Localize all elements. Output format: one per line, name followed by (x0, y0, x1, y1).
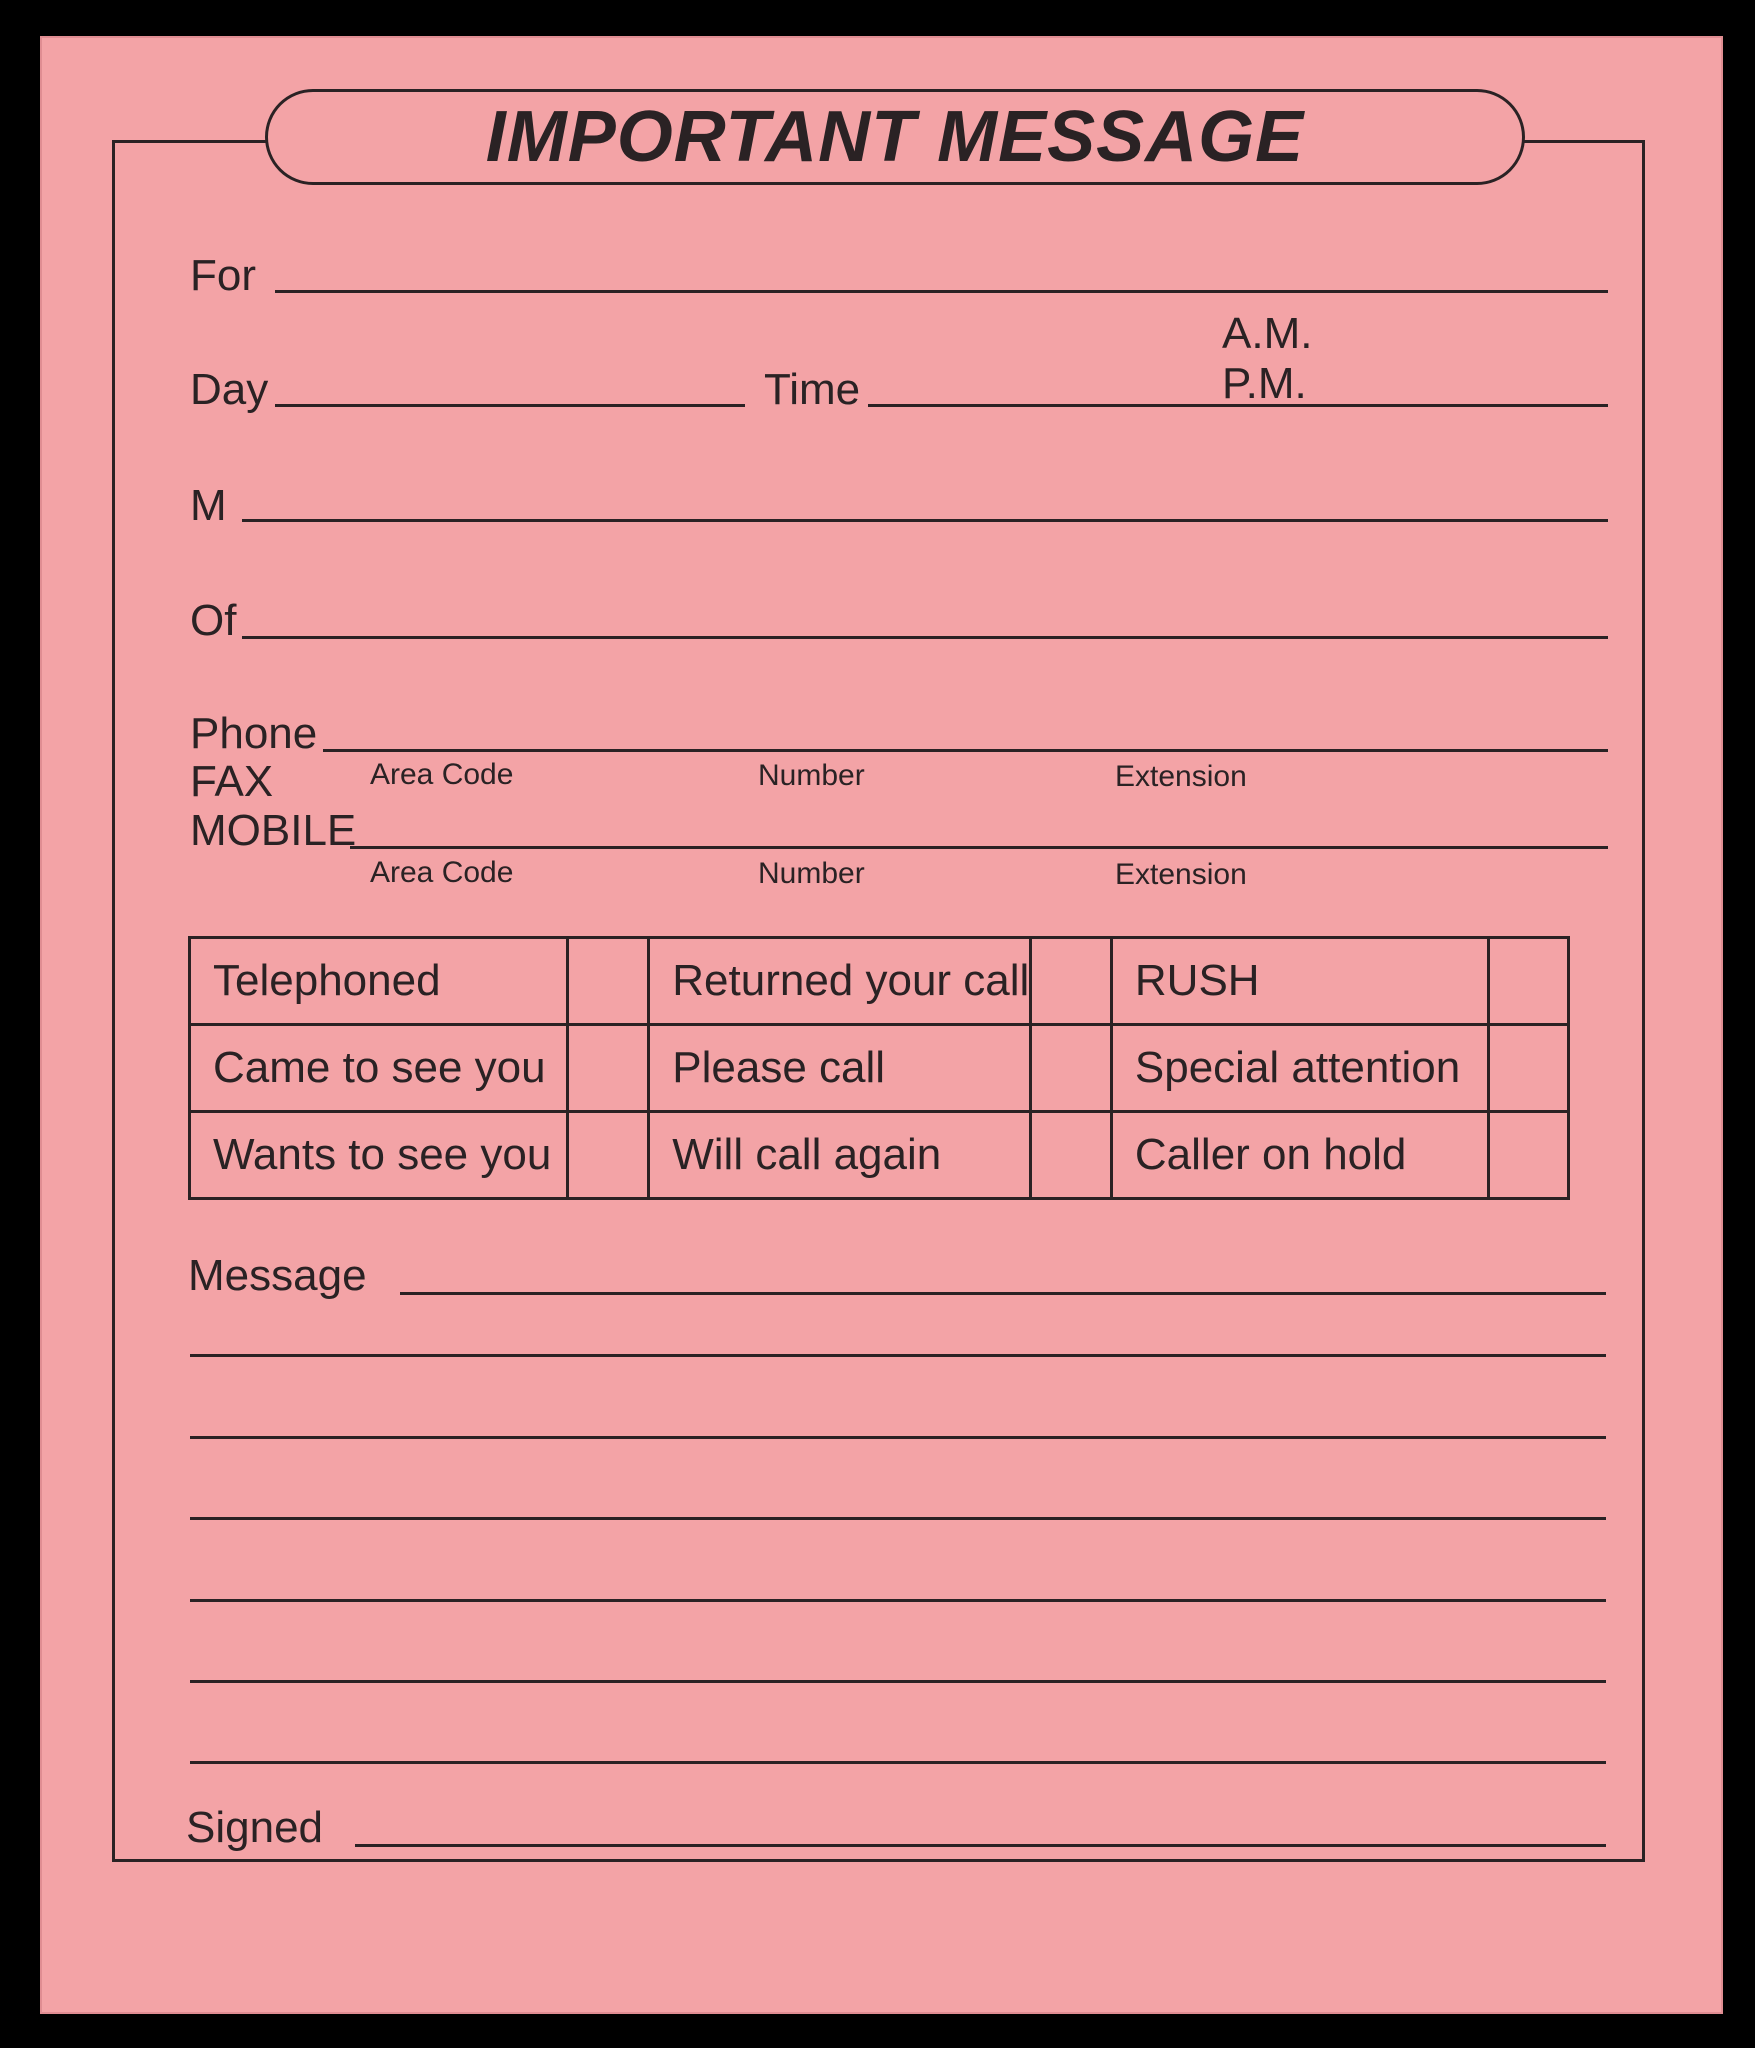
phone-label: Phone (190, 709, 318, 758)
extension-caption: Extension (1115, 760, 1247, 793)
call-status-checklist (188, 936, 1570, 1200)
time-label: Time (764, 365, 861, 414)
checklist-row (190, 1025, 1569, 1112)
for-field[interactable] (275, 290, 1608, 293)
checkbox-will-call-again[interactable] (1031, 1112, 1112, 1199)
option-special-attention: Special attention (1111, 1025, 1488, 1112)
message-line[interactable] (190, 1354, 1606, 1357)
option-wants-to-see-you: Wants to see you (190, 1112, 568, 1199)
mobile-label: MOBILE (190, 806, 357, 855)
option-telephoned: Telephoned (190, 938, 568, 1025)
checklist-row (190, 938, 1569, 1025)
option-rush: RUSH (1111, 938, 1488, 1025)
checkbox-special-attention[interactable] (1489, 1025, 1569, 1112)
checkbox-telephoned[interactable] (567, 938, 649, 1025)
checkbox-rush[interactable] (1489, 938, 1569, 1025)
m-label: M (190, 481, 227, 530)
option-returned-your-call: Returned your call (649, 938, 1031, 1025)
fax-label: FAX (190, 757, 274, 806)
message-pad (40, 36, 1723, 2014)
message-line[interactable] (190, 1599, 1606, 1602)
day-label: Day (190, 365, 269, 414)
mobile-field[interactable] (350, 846, 1608, 849)
am-label: A.M. (1222, 309, 1313, 358)
m-field[interactable] (242, 519, 1608, 522)
day-field[interactable] (275, 404, 745, 407)
message-line[interactable] (400, 1292, 1606, 1295)
option-please-call: Please call (649, 1025, 1031, 1112)
option-will-call-again: Will call again (649, 1112, 1031, 1199)
option-came-to-see-you: Came to see you (190, 1025, 568, 1112)
signed-field[interactable] (355, 1844, 1606, 1847)
signed-label: Signed (186, 1803, 324, 1852)
pm-label: P.M. (1222, 359, 1307, 408)
form-title: IMPORTANT MESSAGE (485, 97, 1305, 177)
area-code-caption: Area Code (370, 758, 514, 791)
extension-caption: Extension (1115, 858, 1247, 891)
message-line[interactable] (190, 1680, 1606, 1683)
checkbox-returned-your-call[interactable] (1031, 938, 1112, 1025)
area-code-caption: Area Code (370, 856, 514, 889)
of-field[interactable] (242, 636, 1608, 639)
checklist-row (190, 1112, 1569, 1199)
message-line[interactable] (190, 1761, 1606, 1764)
number-caption: Number (758, 759, 865, 792)
message-line[interactable] (190, 1517, 1606, 1520)
checkbox-wants-to-see-you[interactable] (567, 1112, 649, 1199)
of-label: Of (190, 596, 237, 645)
number-caption: Number (758, 857, 865, 890)
checkbox-caller-on-hold[interactable] (1489, 1112, 1569, 1199)
title-banner (265, 89, 1525, 185)
option-caller-on-hold: Caller on hold (1111, 1112, 1488, 1199)
for-label: For (190, 251, 256, 300)
message-label: Message (188, 1251, 367, 1300)
message-line[interactable] (190, 1436, 1606, 1439)
checkbox-please-call[interactable] (1031, 1025, 1112, 1112)
checkbox-came-to-see-you[interactable] (567, 1025, 649, 1112)
phone-field[interactable] (323, 749, 1608, 752)
